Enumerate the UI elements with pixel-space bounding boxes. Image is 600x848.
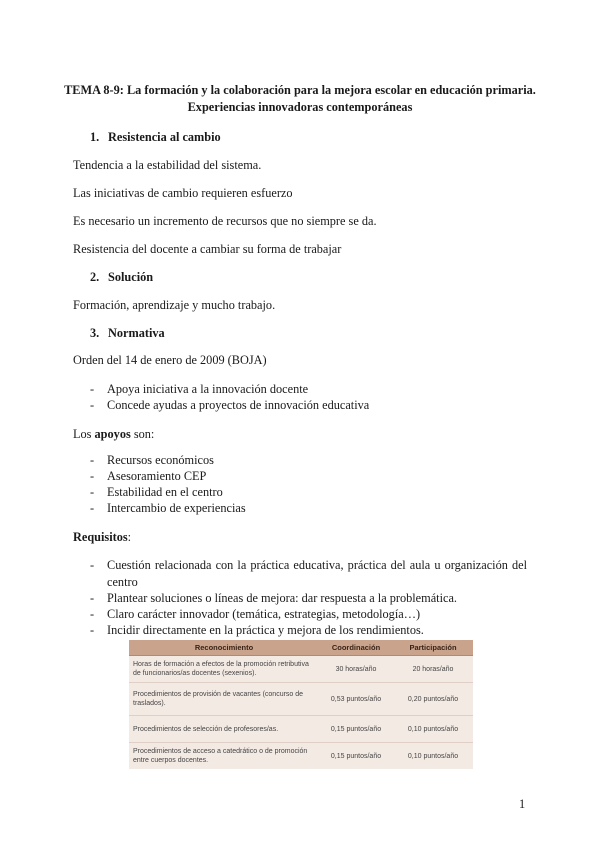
section-number: 1. [90,130,100,144]
table-cell: 0,53 puntos/año [319,683,393,716]
page-number: 1 [519,797,526,811]
document-title: TEMA 8-9: La formación y la colaboración para la mejora escolar en educación primaria. Experiencias innovadoras contemporáneas [64,83,536,114]
table-cell: Horas de formación a efectos de la promoción retributiva de funcionarios/as docentes (sexenios). [129,656,319,683]
table-cell: 0,10 puntos/año [393,743,473,770]
list-item: - Incidir directamente en la práctica y mejora de los rendimientos. [90,623,424,637]
section-title: Normativa [108,326,165,340]
paragraph-resistencia-4: Resistencia del docente a cambiar su forma de trabajar [73,242,342,256]
section-number: 3. [90,326,100,340]
table-cell: Procedimientos de provisión de vacantes (concurso de traslados). [129,683,319,716]
paragraph-resistencia-2: Las iniciativas de cambio requieren esfuerzo [73,186,293,200]
table-header-row [129,640,473,656]
table-cell: 0,15 puntos/año [319,716,393,743]
section-heading-solucion [90,270,153,285]
paragraph-solucion: Formación, aprendizaje y mucho trabajo. [73,298,276,312]
requisitos-label: Requisitos: [73,530,132,544]
column-header: Coordinación [319,640,393,656]
section-heading-resistencia [90,130,221,145]
column-header: Participación [393,640,473,656]
section-title: Solución [108,270,154,284]
list-item: - Recursos económicos [90,453,214,467]
table-row [129,716,473,743]
table-row [129,743,473,770]
paragraph-apoyos-intro: Los apoyos son: [73,427,155,441]
table-cell: 0,10 puntos/año [393,716,473,743]
list-item: - Apoya iniciativa a la innovación docente [90,382,309,396]
list-item: - Concede ayudas a proyectos de innovación educativa [90,398,370,412]
section-number: 2. [90,270,100,284]
column-header: Reconocimiento [129,640,319,656]
paragraph-resistencia-1: Tendencia a la estabilidad del sistema. [73,158,262,172]
section-title: Resistencia al cambio [108,130,221,144]
table-cell: 20 horas/año [393,656,473,683]
list-item: - Intercambio de experiencias [90,501,246,515]
table-row [129,656,473,683]
table-cell: Procedimientos de selección de profesores/as. [129,716,319,743]
list-item: - Claro carácter innovador (temática, estrategias, metodología…) [90,607,421,621]
paragraph-orden: Orden del 14 de enero de 2009 (BOJA) [73,353,267,367]
paragraph-resistencia-3: Es necesario un incremento de recursos que no siempre se da. [73,214,377,228]
table-row [129,683,473,716]
table-cell: 30 horas/año [319,656,393,683]
section-heading-normativa [90,326,165,341]
table-cell: 0,20 puntos/año [393,683,473,716]
table-cell: Procedimientos de acceso a catedrático o de promoción entre cuerpos docentes. [129,743,319,770]
recognition-table [129,640,473,769]
list-item: - Plantear soluciones o líneas de mejora: dar respuesta a la problemática. [90,591,457,605]
table-cell: 0,15 puntos/año [319,743,393,770]
list-item: - Estabilidad en el centro [90,485,223,499]
list-item: - Cuestión relacionada con la práctica educativa, práctica del aula u organización del centro [90,558,527,589]
list-item: - Asesoramiento CEP [90,469,207,483]
